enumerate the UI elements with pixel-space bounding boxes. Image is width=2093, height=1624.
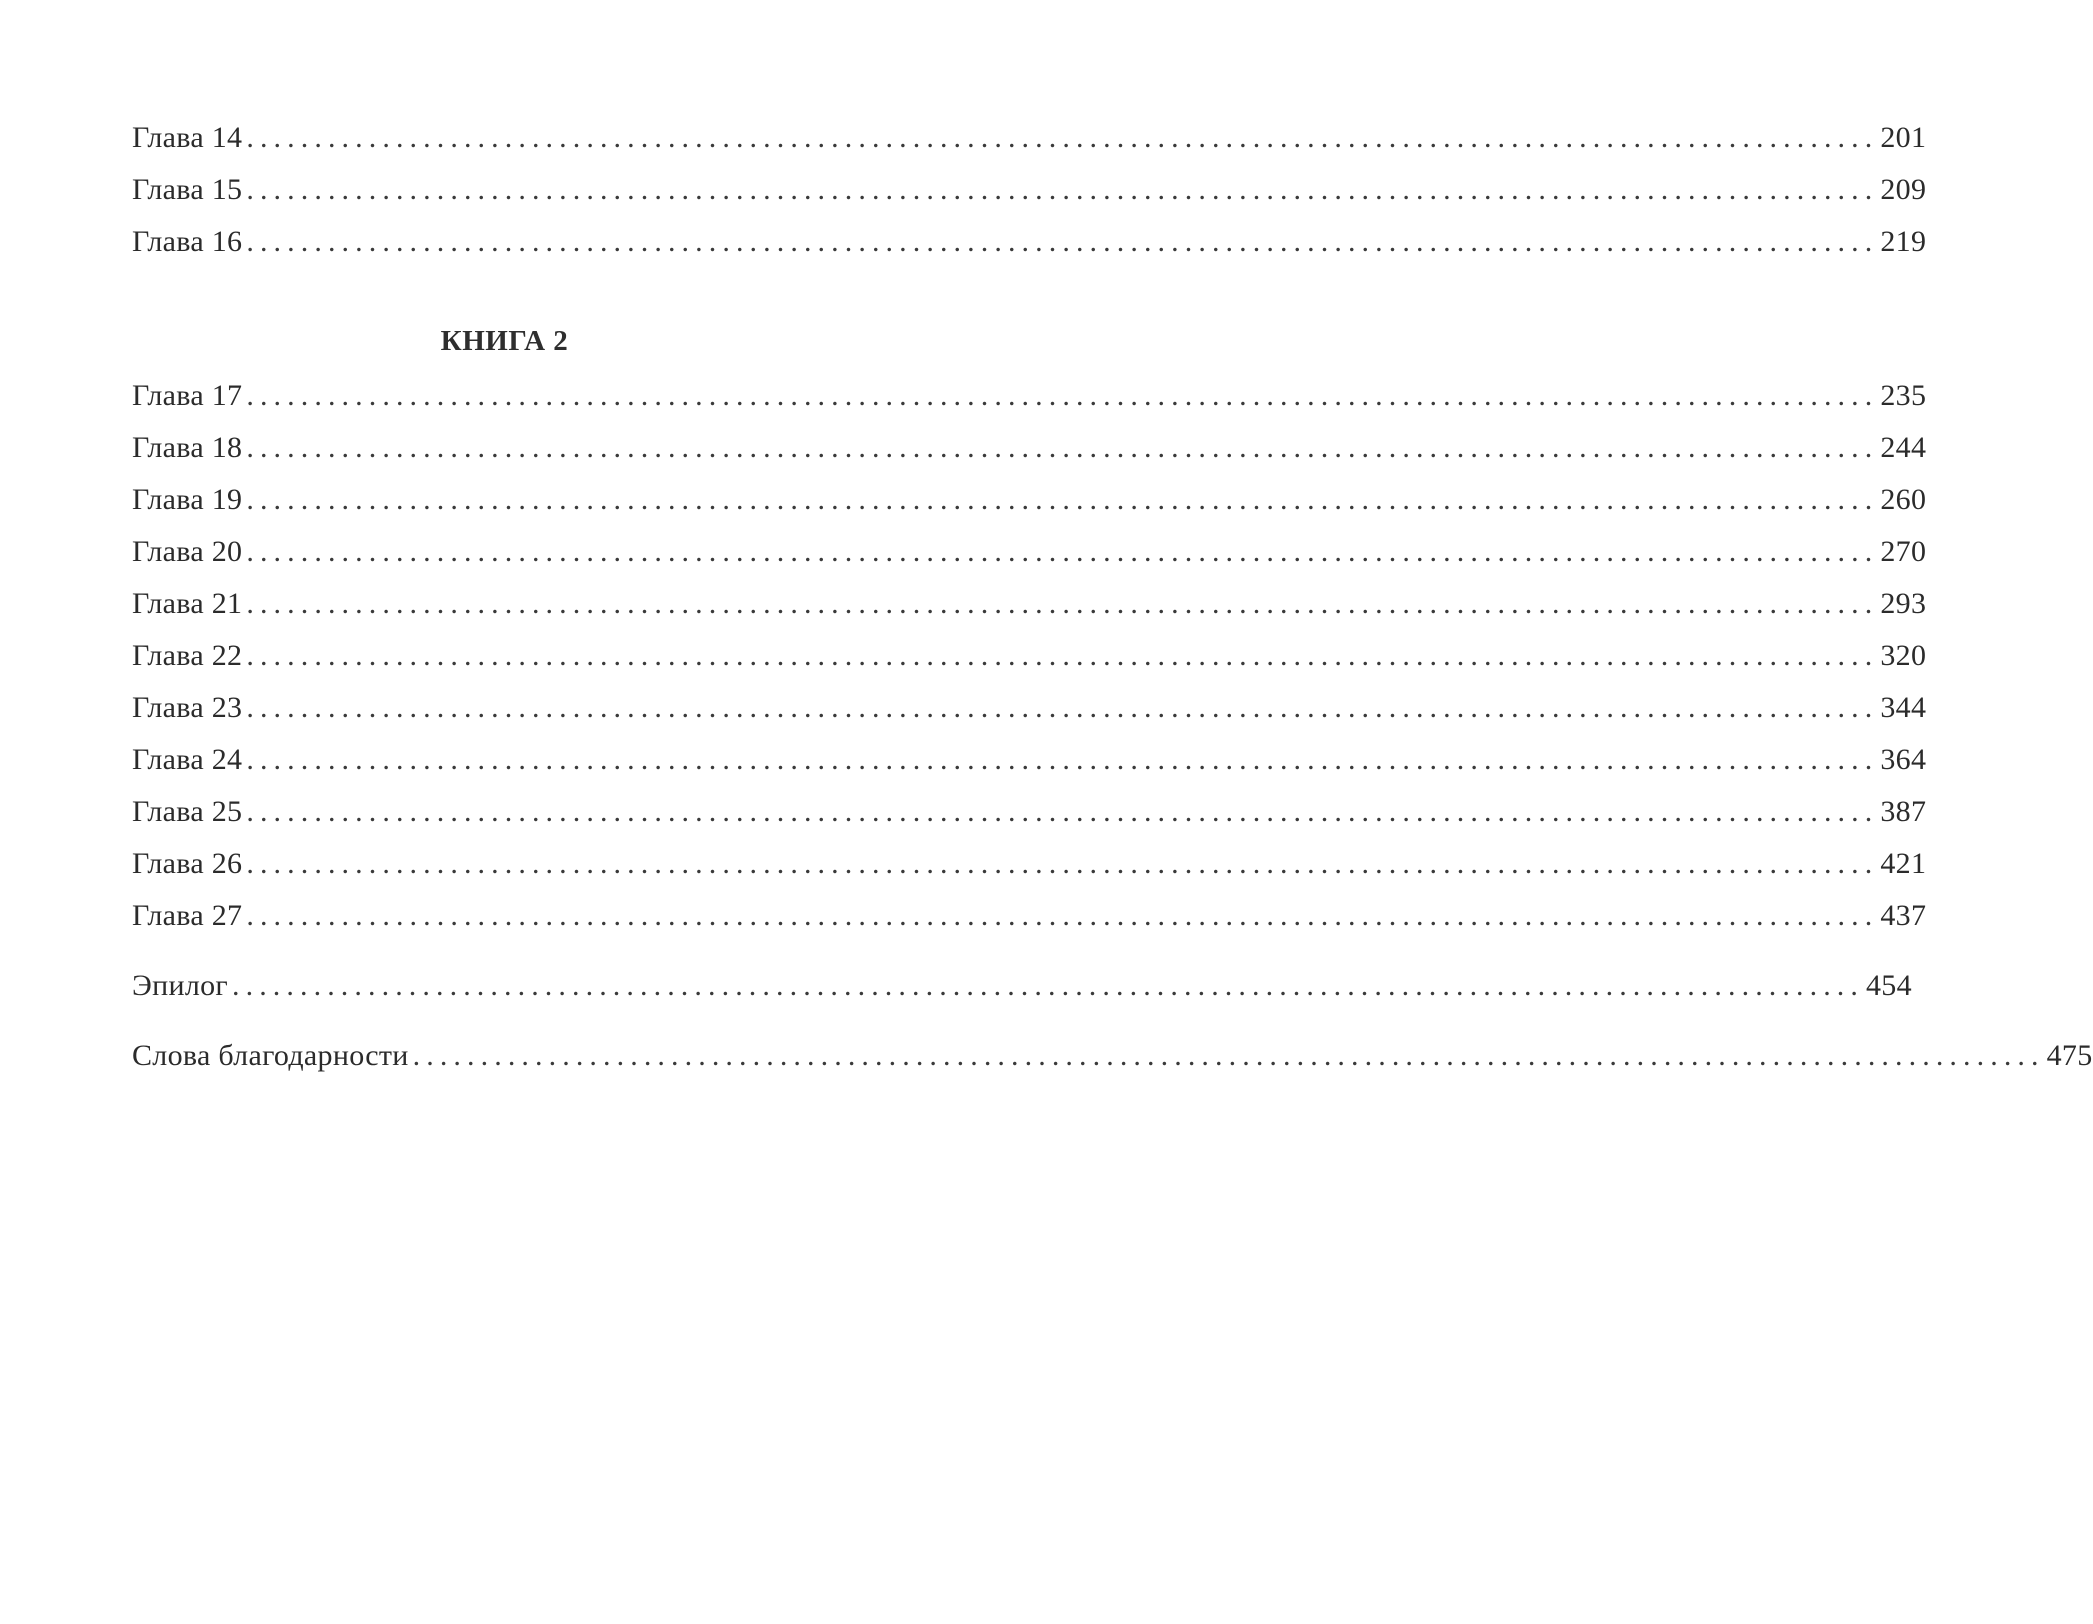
toc-entry-epilogue (132, 960, 1912, 1012)
toc-entry-page: 209 (1880, 173, 1927, 206)
toc-entry-page: 270 (1880, 535, 1927, 568)
book-2-heading: КНИГА 2 (440, 325, 569, 357)
toc-entry-page: 454 (1866, 969, 1912, 1002)
toc-entry-label: Глава 21 (132, 587, 243, 620)
spacer (132, 942, 877, 960)
dot-leader: ........................................................................................................................ (246, 587, 1879, 620)
toc-entry (132, 734, 1927, 786)
toc-entry-label: Глава 24 (132, 743, 243, 776)
dot-leader: ........................................................................................................................ (246, 379, 1879, 412)
dot-leader: ........................................................................................................................ (232, 969, 1864, 1002)
toc-entry-page: 320 (1880, 639, 1927, 672)
toc-entry (132, 216, 1927, 268)
dot-leader: ........................................................................................................................ (246, 743, 1879, 776)
toc-entry (132, 578, 1927, 630)
dot-leader: ........................................................................................................................ (246, 795, 1879, 828)
dot-leader: ........................................................................................................................ (246, 639, 1879, 672)
toc-entry (132, 786, 1927, 838)
toc-entry (132, 370, 1927, 422)
dot-leader: ........................................................................................................................ (246, 431, 1879, 464)
toc-entry-acknowledgements (132, 1030, 2093, 1082)
toc-entry-label: Эпилог (132, 969, 228, 1002)
dot-leader: ........................................................................................................................ (246, 483, 1879, 516)
toc-entry (132, 474, 1927, 526)
toc-entry (132, 526, 1927, 578)
toc-entry-page: 437 (1880, 899, 1927, 932)
dot-leader: ........................................................................................................................ (246, 535, 1879, 568)
toc-entry (132, 164, 1927, 216)
toc-entry-page: 260 (1880, 483, 1927, 516)
toc-entry (132, 838, 1927, 890)
toc-entry-page: 475 (2046, 1039, 2093, 1072)
toc-entry-label: Глава 17 (132, 379, 243, 412)
toc-entry-page: 201 (1880, 121, 1927, 154)
toc-entry-page: 235 (1880, 379, 1927, 412)
toc-entry-label: Глава 26 (132, 847, 243, 880)
toc-entry-page: 364 (1880, 743, 1927, 776)
toc-entry (132, 422, 1927, 474)
spacer (132, 1012, 877, 1030)
toc-entry-page: 293 (1880, 587, 1927, 620)
toc-entry (132, 682, 1927, 734)
toc-entry-label: Слова благодарности (132, 1039, 409, 1072)
toc-entry-label: Глава 23 (132, 691, 243, 724)
toc-entry-label: Глава 14 (132, 121, 243, 154)
toc-entry-page: 344 (1880, 691, 1927, 724)
toc-entry (132, 630, 1927, 682)
toc-entry-label: Глава 15 (132, 173, 243, 206)
toc-entry-label: Глава 16 (132, 225, 243, 258)
dot-leader: ........................................................................................................................ (246, 121, 1879, 154)
toc-entry-label: Глава 25 (132, 795, 243, 828)
dot-leader: ........................................................................................................................ (412, 1039, 2045, 1072)
toc-entry-label: Глава 22 (132, 639, 243, 672)
dot-leader: ........................................................................................................................ (246, 847, 1879, 880)
dot-leader: ........................................................................................................................ (246, 173, 1879, 206)
toc-entry-label: Глава 27 (132, 899, 243, 932)
toc-entry-label: Глава 19 (132, 483, 243, 516)
toc-entry-page: 387 (1880, 795, 1927, 828)
toc-entry-label: Глава 20 (132, 535, 243, 568)
dot-leader: ........................................................................................................................ (246, 899, 1879, 932)
toc-entry (132, 890, 1927, 942)
toc-entry-page: 244 (1880, 431, 1927, 464)
dot-leader: ........................................................................................................................ (246, 691, 1879, 724)
toc-entry (132, 112, 1927, 164)
dot-leader: ........................................................................................................................ (246, 225, 1879, 258)
toc-entry-page: 219 (1880, 225, 1927, 258)
table-of-contents (132, 112, 2093, 1082)
toc-entry-page: 421 (1880, 847, 1927, 880)
toc-entry-label: Глава 18 (132, 431, 243, 464)
